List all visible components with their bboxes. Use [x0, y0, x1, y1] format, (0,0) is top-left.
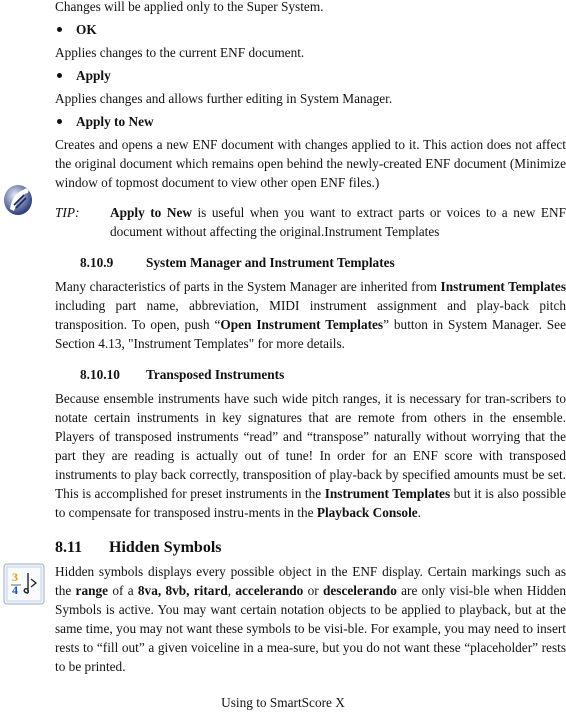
text-run: of a: [108, 583, 138, 598]
text-run: including part name, abbreviation, MIDI instrument assignment and play-back pitch transposition. To open, push “: [55, 298, 566, 332]
text-run: Many characteristics of parts in the System Manager are inherited from: [55, 279, 441, 294]
heading-title: Transposed Instruments: [146, 367, 285, 382]
text-run: ” button in System Manager. See Section 4.13, "Instrument Templates" for more details.: [55, 317, 566, 351]
bullet-apply: [57, 66, 566, 85]
bold-run: Instrument Templates: [324, 486, 451, 501]
page-footer: Using to SmartScore X: [221, 695, 345, 710]
heading-number: 8.11: [55, 539, 83, 556]
text-run: Hidden symbols displays every possible object in the ENF display. Certain markings such as the: [55, 564, 566, 598]
paragraph-8-10-10: [55, 389, 566, 522]
document-page: [55, 0, 566, 676]
bold-run: descelerando: [322, 583, 397, 598]
heading-title: System Manager and Instrument Templates: [146, 255, 395, 270]
paragraph-8-10-9: [55, 277, 566, 353]
text-run: ,: [227, 583, 236, 598]
heading-8-10-10: [80, 365, 566, 384]
svg-text:3: 3: [12, 570, 18, 584]
super-system-note: Changes will be applied only to the Super System.: [55, 0, 324, 14]
heading-8-10-9: [80, 253, 566, 272]
bullet-dot-icon: [57, 27, 62, 32]
hidden-symbols-icon: [3, 563, 45, 605]
apply-to-new-description: Creates and opens a new ENF document with changes applied to it. This action does not affect the original document which remains open behind the newly-created ENF document (Minimize window of topmost document to view other open ENF files.): [55, 137, 566, 190]
bold-run: range: [75, 583, 109, 598]
heading-number: 8.10.10: [80, 367, 120, 382]
ok-label: OK: [76, 21, 97, 37]
text-run: .: [417, 505, 421, 520]
svg-text:4: 4: [12, 583, 18, 597]
paragraph-8-11: [55, 562, 566, 676]
heading-8-11: [55, 538, 566, 558]
tip-label: TIP:: [55, 205, 80, 220]
bold-run: Instrument Templates: [440, 279, 566, 294]
bullet-apply-to-new: [57, 112, 566, 131]
tip-body: is useful when you want to extract parts or voices to a new ENF document without affecting the original.Instrument Templates: [110, 205, 566, 239]
bold-run: accelerando: [235, 583, 304, 598]
apply-to-new-label: Apply to New: [76, 113, 154, 129]
tip-text: [110, 203, 566, 241]
heading-number: 8.10.9: [80, 255, 114, 270]
bullet-dot-icon: [57, 73, 62, 78]
text-run: but it is also possible to compensate for transposed instru-ments in the: [55, 486, 566, 520]
bold-run: 8va, 8vb, ritard: [137, 583, 228, 598]
bullet-dot-icon: [57, 119, 62, 124]
bullet-ok: [57, 20, 566, 39]
tip-lightbulb-icon: [2, 183, 36, 217]
ok-description: Applies changes to the current ENF document.: [55, 45, 305, 60]
text-run: or: [303, 583, 323, 598]
tip-block: [55, 203, 566, 241]
apply-label: Apply: [76, 67, 111, 83]
tip-bold: Apply to New: [110, 205, 192, 220]
bold-run: Open Instrument Templates: [220, 317, 384, 332]
text-run: Because ensemble instruments have such wide pitch ranges, it is necessary for tran-scribers to notate certain instruments in key signatures that are remote from others in the ensemble. Players of transposed instruments “read” and “transpose” naturally without worrying that the part they are reading is actually out of tune! In order for an ENF score with transposed instruments to play back correctly, transposition of play-back by specified amounts must be set. This is accomplished for preset instruments in the: [55, 391, 566, 501]
apply-description: Applies changes and allows further editing in System Manager.: [55, 91, 393, 106]
text-run: are only visi-ble when Hidden Symbols is active. You may want certain notation objects to be applied to playback, but at the same time, you may not want these symbols to be visi-ble. For example, you may need to insert rests to “fill out” a given voiceline in a mea-sure, but you do not want these “placeholder” rests to be printed.: [55, 583, 566, 674]
heading-title: Hidden Symbols: [109, 539, 222, 556]
bold-run: Playback Console: [316, 505, 418, 520]
